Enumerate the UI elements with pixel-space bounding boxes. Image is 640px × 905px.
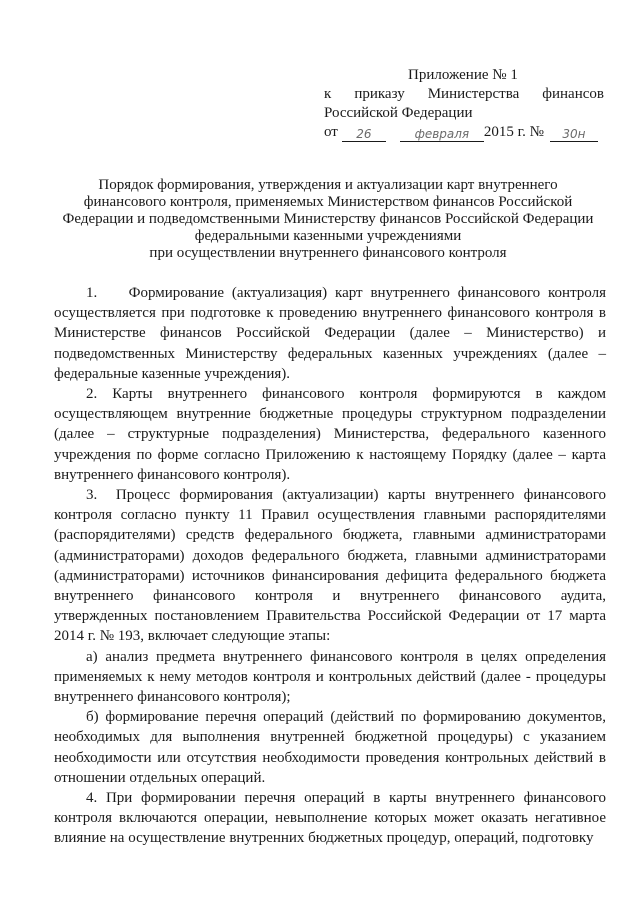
annex-word: Министерства xyxy=(427,86,520,102)
paragraph-1: 1. Формирование (актуализация) карт внутреннего финансового контроля осуществляется при подготовке к проведению внутреннего финансового контроля в Министерстве финансов Российской Федерации (далее – Министерство) и подведомственных Министерству федеральных казенных учреждениях (далее – федеральные казенные учреждения). xyxy=(54,285,606,382)
paragraph-3: 3. Процесс формирования (актуализации) карты внутреннего финансового контроля согласно пункту 11 Правил осуществления главными распорядителями (распорядителями) средств федерального бюджета, главными администраторами (администраторами) доходов федерального бюджета, главными администраторами (администраторами) источников финансирования дефицита федерального бюджета внутреннего финансового контроля и внутреннего финансового аудита, утвержденных постановлением Правительства Российской Федерации от 17 марта 2014 г. № 193, включает следующие этапы: xyxy=(54,487,606,645)
handwritten-day: 26 xyxy=(342,127,386,142)
paragraph-2: 2. Карты внутреннего финансового контроля формируются в каждом осуществляющем внутренние бюджетные процедуры структурном подразделении (далее – структурные подразделения) Министерства, федерального казенного учреждения по форме согласно Приложению к настоящему Порядку (далее – карта внутреннего финансового контроля). xyxy=(54,386,606,483)
annex-date-line xyxy=(324,123,604,142)
date-prefix: от xyxy=(324,124,338,140)
document-heading xyxy=(48,177,608,262)
document-body xyxy=(54,283,606,849)
paragraph-3a: а) анализ предмета внутреннего финансового контроля в целях определения применяемых к нему методов контроля и контрольных действий (далее - процедуры внутреннего финансового контроля); xyxy=(54,648,606,706)
annex-word: финансов xyxy=(542,86,604,102)
annex-title: Приложение № 1 xyxy=(408,67,518,83)
annex-header xyxy=(324,66,604,142)
handwritten-order-number: 30н xyxy=(550,127,598,142)
handwritten-month: февраля xyxy=(400,127,484,142)
heading-line: Федерации и подведомственными Министерству финансов Российской Федерации xyxy=(62,211,594,227)
annex-word: к xyxy=(324,86,332,102)
paragraph-4: 4. При формировании перечня операций в карты внутреннего финансового контроля включаются операции, невыполнение которых может оказать негативное влияние на осуществление внутренних бюджетных процедур, операций, подготовку xyxy=(54,790,606,847)
year-and-number-label: 2015 г. № xyxy=(483,124,544,140)
annex-order-line xyxy=(324,85,604,104)
heading-line: финансового контроля, применяемых Министерством финансов Российской xyxy=(83,194,573,210)
heading-line: Порядок формирования, утверждения и актуализации карт внутреннего xyxy=(98,177,558,193)
annex-word: приказу xyxy=(354,86,405,102)
annex-ministry-line: Российской Федерации xyxy=(324,105,473,121)
heading-line: федеральными казенными учреждениями xyxy=(194,228,462,244)
paragraph-3b: б) формирование перечня операций (действий по формированию документов, необходимых для выполнения внутренней бюджетной процедуры) с указанием необходимости или отсутствия необходимости проведения контрольных действий в отношении отдельных операций. xyxy=(54,709,606,786)
heading-line: при осуществлении внутреннего финансового контроля xyxy=(149,245,507,261)
